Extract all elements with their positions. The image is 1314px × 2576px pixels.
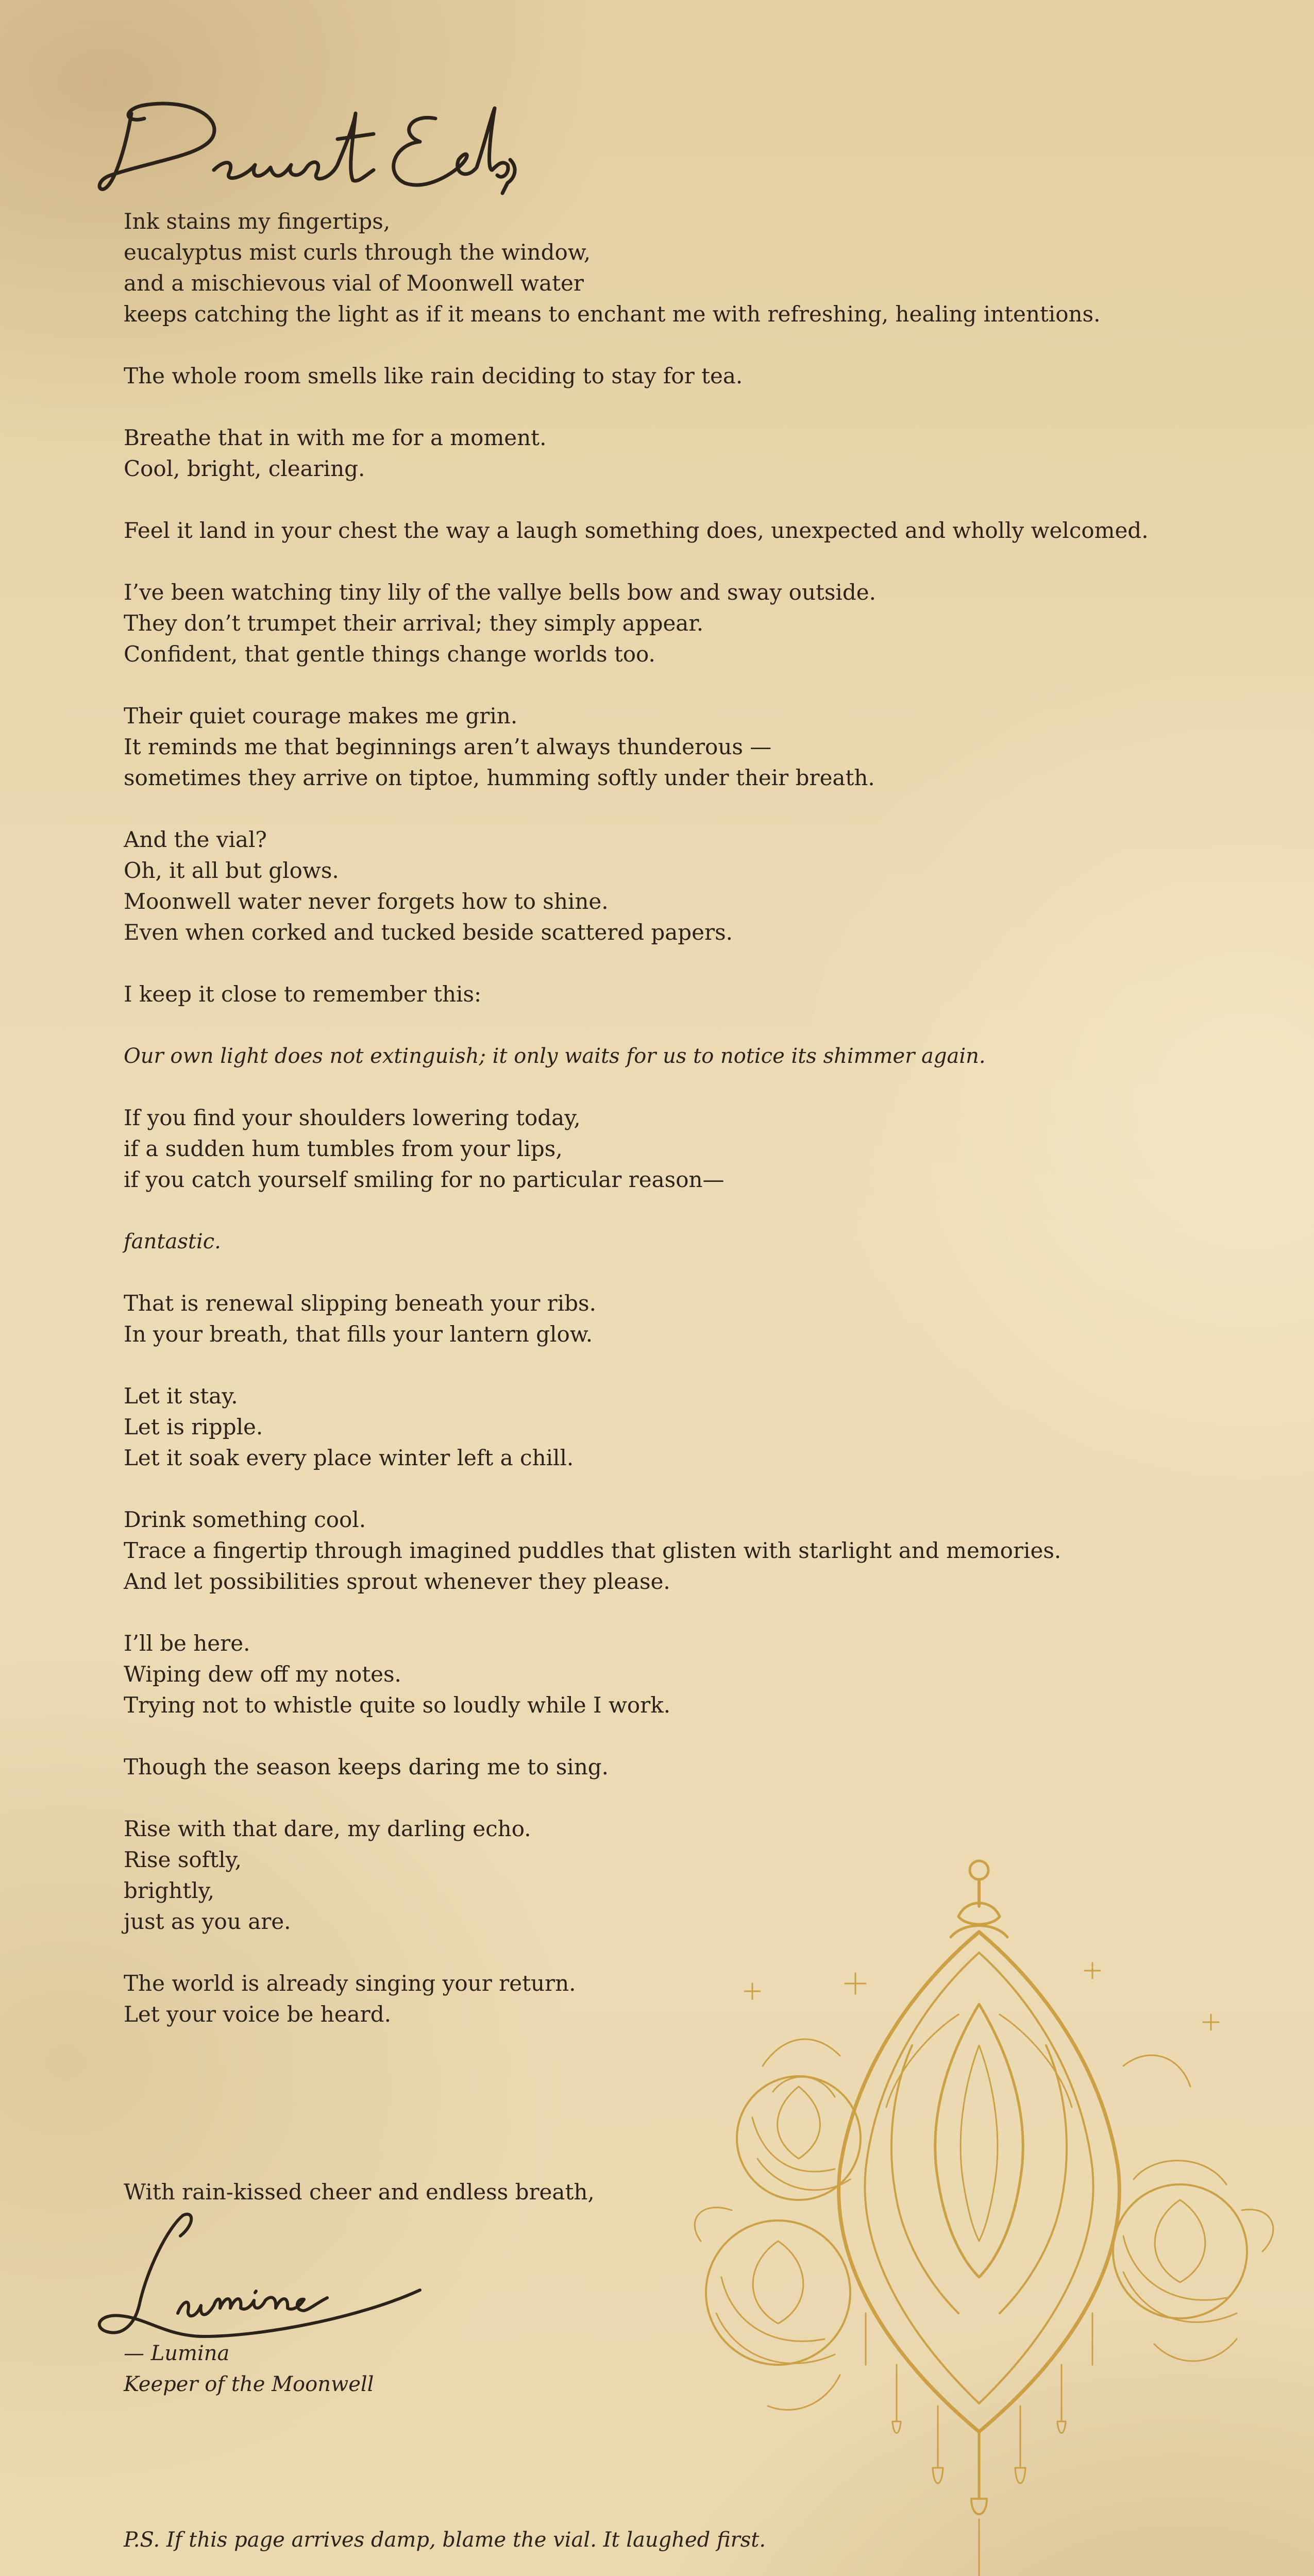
letter-line: fantastic. — [124, 1230, 221, 1253]
letter-line: and a mischievous vial of Moonwell water — [124, 270, 584, 296]
letter-line: Ink stains my fingertips, — [124, 209, 391, 234]
lantern-illustration — [670, 1850, 1283, 2576]
paragraph-7 — [124, 824, 1103, 948]
letter-line: Moonwell water never forgets how to shine. — [124, 889, 609, 914]
letter-line: just as you are. — [124, 1909, 291, 1934]
lantern-peony-icon — [670, 1850, 1283, 2576]
letter-line: Trace a fingertip through imagined puddles that glisten with starlight and memories. — [124, 1538, 1062, 1563]
letter-line: Wiping dew off my notes. — [124, 1662, 401, 1687]
letter-line: if a sudden hum tumbles from your lips, — [124, 1136, 563, 1161]
letter-line: Trying not to whistle quite so loudly while I work. — [124, 1692, 671, 1718]
letter-line: And let possibilities sprout whenever they please. — [124, 1569, 670, 1594]
salutation-handwriting — [95, 82, 508, 211]
letter-line: And the vial? — [124, 827, 267, 852]
letter-line: I’ll be here. — [124, 1631, 250, 1656]
letter-line: Drink something cool. — [124, 1507, 366, 1532]
paragraph-8 — [124, 979, 1103, 1010]
letter-line: In your breath, that fills your lantern glow. — [124, 1321, 593, 1347]
letter-line: Breathe that in with me for a moment. — [124, 425, 547, 450]
letter-line: It reminds me that beginnings aren’t always thunderous — — [124, 734, 772, 759]
letter-line: keeps catching the light as if it means to enchant me with refreshing, healing intentions. — [124, 301, 1101, 327]
letter-line: Let your voice be heard. — [124, 2002, 391, 2027]
paragraph-5 — [124, 577, 1103, 670]
letter-body — [124, 206, 1149, 2061]
letter-line: sometimes they arrive on tiptoe, humming softly under their breath. — [124, 765, 875, 790]
salutation-script — [95, 82, 508, 211]
letter-line: They don’t trumpet their arrival; they simply appear. — [124, 611, 704, 636]
paragraph-11-emphasis — [124, 1226, 1103, 1257]
letter-line: brightly, — [124, 1878, 215, 1903]
letter-line: Feel it land in your chest the way a laugh something does, unexpected and wholly welcomed. — [124, 518, 1149, 543]
letter-line: Let it stay. — [124, 1383, 238, 1409]
letter-line: That is renewal slipping beneath your ribs. — [124, 1291, 596, 1316]
letter-line: Let it soak every place winter left a chill. — [124, 1445, 574, 1470]
paragraph-3 — [124, 422, 1103, 484]
letter-line: Their quiet courage makes me grin. — [124, 703, 518, 728]
closing-line: With rain-kissed cheer and endless breath, — [124, 2179, 595, 2205]
letter-line: Oh, it all but glows. — [124, 858, 339, 883]
letter-line: eucalyptus mist curls through the window, — [124, 240, 591, 265]
paragraph-13 — [124, 1381, 1103, 1473]
paragraph-2 — [124, 361, 1103, 392]
paragraph-6 — [124, 701, 1103, 793]
letter-line: Though the season keeps daring me to sing. — [124, 1754, 609, 1780]
paragraph-4 — [124, 515, 1149, 546]
paragraph-15 — [124, 1628, 1103, 1721]
letter-line: Cool, bright, clearing. — [124, 456, 365, 481]
letter-line: Rise softly, — [124, 1847, 242, 1872]
paragraph-12 — [124, 1288, 1103, 1350]
letter-line: I’ve been watching tiny lily of the vallye bells bow and sway outside. — [124, 580, 876, 605]
letter-line: Even when corked and tucked beside scattered papers. — [124, 920, 733, 945]
letter-line: if you catch yourself smiling for no particular reason— — [124, 1167, 725, 1192]
paragraph-16 — [124, 1752, 1103, 1783]
letter-line: I keep it close to remember this: — [124, 981, 482, 1007]
letter-line: If you find your shoulders lowering today, — [124, 1105, 581, 1130]
letter-line: Let is ripple. — [124, 1414, 263, 1439]
letter-line: The whole room smells like rain deciding to stay for tea. — [124, 363, 743, 388]
paragraph-1 — [124, 206, 1103, 330]
paragraph-10 — [124, 1103, 1103, 1195]
letter-line: The world is already singing your return. — [124, 1971, 576, 1996]
letter-line: Confident, that gentle things change worlds too. — [124, 641, 655, 667]
postscript: P.S. If this page arrives damp, blame the vial. It laughed first. — [124, 2528, 766, 2552]
paragraph-14 — [124, 1504, 1103, 1597]
signature-title: Keeper of the Moonwell — [124, 2372, 374, 2396]
paragraph-9-quote — [124, 1041, 1103, 1072]
signature-name: — Lumina — [124, 2342, 230, 2365]
letter-line: Rise with that dare, my darling echo. — [124, 1816, 531, 1841]
letter-line: Our own light does not extinguish; it only waits for us to notice its shimmer again. — [124, 1044, 986, 1068]
